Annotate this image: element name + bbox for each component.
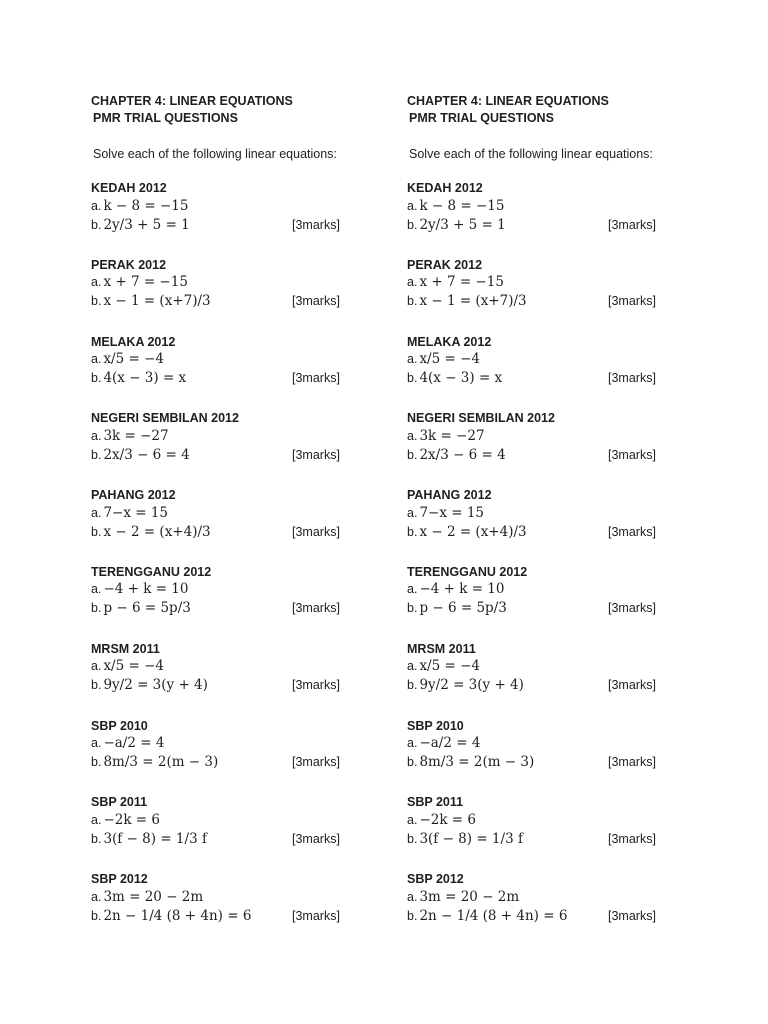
marks-label: [3marks] (608, 908, 656, 923)
question-a-label: a. (91, 505, 102, 520)
question-a-label: a. (91, 659, 102, 674)
question-a (407, 887, 677, 906)
instruction-text: Solve each of the following linear equations: (409, 147, 653, 161)
marks-label: [3marks] (608, 678, 656, 693)
question-b (91, 829, 361, 848)
question-b-label: b. (91, 755, 102, 770)
section-heading: KEDAH 2012 (407, 181, 483, 195)
question-section (91, 871, 361, 948)
question-section (91, 718, 361, 795)
question-section (407, 257, 677, 334)
marks-label: [3marks] (292, 294, 340, 309)
equation-b: 3(f − 8) = 1/3 f (103, 830, 207, 847)
section-heading: SBP 2010 (407, 718, 464, 733)
question-section (91, 564, 361, 641)
question-section (91, 487, 361, 564)
equation-a: −a/2 = 4 (419, 735, 481, 752)
question-b-label: b. (407, 755, 418, 770)
section-heading: MELAKA 2012 (91, 334, 176, 349)
question-b-label: b. (407, 831, 418, 846)
question-a (407, 810, 677, 829)
equation-b: 2y/3 + 5 = 1 (103, 216, 190, 233)
marks-label: [3marks] (292, 678, 340, 693)
marks-label: [3marks] (608, 447, 656, 462)
chapter-title: CHAPTER 4: LINEAR EQUATIONS (407, 94, 609, 108)
question-a (91, 887, 361, 906)
question-b (407, 599, 677, 618)
question-b (407, 445, 677, 464)
instruction-text: Solve each of the following linear equations: (93, 147, 337, 161)
marks-label: [3marks] (608, 524, 656, 539)
question-b-label: b. (91, 371, 102, 386)
marks-label: [3marks] (292, 908, 340, 923)
question-section (407, 410, 677, 487)
right-column (407, 93, 677, 948)
question-section (91, 334, 361, 411)
question-b (91, 522, 361, 541)
question-a-label: a. (407, 812, 418, 827)
section-heading: MRSM 2011 (91, 641, 160, 656)
question-a-label: a. (91, 736, 102, 751)
question-a-label: a. (407, 659, 418, 674)
question-b (91, 445, 361, 464)
question-b (407, 522, 677, 541)
question-b-label: b. (91, 217, 102, 232)
question-b-label: b. (407, 217, 418, 232)
question-a-label: a. (91, 428, 102, 443)
question-a (407, 734, 677, 753)
question-b (407, 292, 677, 311)
question-section (91, 180, 361, 257)
question-b-label: b. (407, 601, 418, 616)
question-b (91, 676, 361, 695)
section-heading: MELAKA 2012 (407, 334, 492, 349)
question-b-label: b. (407, 294, 418, 309)
question-b-label: b. (91, 831, 102, 846)
equation-b: x − 2 = (x+4)/3 (103, 523, 211, 540)
question-b-label: b. (91, 678, 102, 693)
equation-a: 3m = 20 − 2m (419, 888, 520, 905)
question-a-label: a. (407, 275, 418, 290)
question-a-label: a. (91, 812, 102, 827)
equation-b: 2n − 1/4 (8 + 4n) = 6 (103, 907, 252, 924)
equation-a: −4 + k = 10 (103, 581, 189, 598)
equation-b: 9y/2 = 3(y + 4) (419, 677, 524, 694)
equation-b: x − 2 = (x+4)/3 (419, 523, 527, 540)
question-b (407, 906, 677, 925)
equation-a: 3k = −27 (419, 427, 485, 444)
question-a (91, 580, 361, 599)
section-heading: PAHANG 2012 (407, 488, 492, 503)
question-a (407, 426, 677, 445)
chapter-subtitle: PMR TRIAL QUESTIONS (409, 111, 554, 125)
section-heading: SBP 2011 (407, 795, 464, 810)
question-a (407, 657, 677, 676)
equation-b: x − 1 = (x+7)/3 (419, 293, 527, 310)
question-b-label: b. (91, 447, 102, 462)
equation-a: 3k = −27 (103, 427, 169, 444)
marks-label: [3marks] (292, 831, 340, 846)
question-b-label: b. (91, 908, 102, 923)
question-a (91, 350, 361, 369)
section-heading: SBP 2012 (407, 872, 464, 887)
question-section (407, 487, 677, 564)
section-heading: PERAK 2012 (91, 257, 167, 272)
section-heading: SBP 2010 (91, 718, 148, 733)
question-b (407, 829, 677, 848)
equation-b: 2y/3 + 5 = 1 (419, 216, 506, 233)
marks-label: [3marks] (608, 294, 656, 309)
marks-label: [3marks] (292, 755, 340, 770)
question-section (91, 410, 361, 487)
question-a (407, 503, 677, 522)
equation-a: x/5 = −4 (103, 658, 164, 675)
question-a-label: a. (91, 889, 102, 904)
section-heading: TERENGGANU 2012 (407, 564, 528, 579)
question-a-label: a. (407, 352, 418, 367)
question-b (407, 676, 677, 695)
section-heading: KEDAH 2012 (91, 181, 167, 195)
question-b (91, 292, 361, 311)
question-a (407, 350, 677, 369)
section-heading: PERAK 2012 (407, 257, 483, 272)
section-heading: NEGERI SEMBILAN 2012 (91, 411, 239, 426)
question-a (91, 426, 361, 445)
question-b (91, 906, 361, 925)
question-a (91, 196, 361, 215)
equation-a: x + 7 = −15 (419, 274, 504, 291)
question-section (407, 871, 677, 948)
equation-a: −a/2 = 4 (103, 735, 165, 752)
question-a-label: a. (91, 582, 102, 597)
question-section (91, 794, 361, 871)
question-b (407, 369, 677, 388)
question-section (91, 257, 361, 334)
equation-a: k − 8 = −15 (103, 197, 189, 214)
question-a (407, 273, 677, 292)
question-a-label: a. (407, 428, 418, 443)
section-heading: TERENGGANU 2012 (91, 564, 212, 579)
equation-b: 4(x − 3) = x (103, 370, 187, 387)
equation-b: x − 1 = (x+7)/3 (103, 293, 211, 310)
equation-b: 8m/3 = 2(m − 3) (103, 754, 219, 771)
question-b (407, 753, 677, 772)
equation-a: 7−x = 15 (103, 504, 169, 521)
question-section (407, 718, 677, 795)
question-a (91, 657, 361, 676)
question-b-label: b. (407, 371, 418, 386)
question-b (91, 753, 361, 772)
equation-b: p − 6 = 5p/3 (419, 600, 507, 617)
question-b (91, 599, 361, 618)
equation-b: 2n − 1/4 (8 + 4n) = 6 (419, 907, 568, 924)
marks-label: [3marks] (608, 601, 656, 616)
marks-label: [3marks] (292, 217, 340, 232)
question-section (91, 641, 361, 718)
question-list (91, 180, 361, 948)
marks-label: [3marks] (292, 524, 340, 539)
question-b-label: b. (407, 908, 418, 923)
equation-a: x/5 = −4 (103, 351, 164, 368)
question-b (91, 215, 361, 234)
equation-b: p − 6 = 5p/3 (103, 600, 191, 617)
question-b (91, 369, 361, 388)
equation-a: x + 7 = −15 (103, 274, 188, 291)
section-heading: SBP 2011 (91, 795, 148, 810)
equation-a: −4 + k = 10 (419, 581, 505, 598)
equation-a: 7−x = 15 (419, 504, 485, 521)
question-a (91, 810, 361, 829)
question-a-label: a. (91, 275, 102, 290)
section-heading: SBP 2012 (91, 872, 148, 887)
question-section (407, 334, 677, 411)
question-section (407, 564, 677, 641)
question-a-label: a. (91, 352, 102, 367)
marks-label: [3marks] (292, 371, 340, 386)
question-section (407, 794, 677, 871)
section-heading: MRSM 2011 (407, 641, 476, 656)
question-b-label: b. (407, 524, 418, 539)
marks-label: [3marks] (292, 601, 340, 616)
question-a (91, 734, 361, 753)
question-a (91, 273, 361, 292)
question-a (91, 503, 361, 522)
equation-a: x/5 = −4 (419, 658, 480, 675)
question-a-label: a. (407, 736, 418, 751)
question-a (407, 580, 677, 599)
question-b (407, 215, 677, 234)
question-a-label: a. (407, 889, 418, 904)
marks-label: [3marks] (608, 755, 656, 770)
equation-b: 2x/3 − 6 = 4 (419, 446, 506, 463)
equation-a: k − 8 = −15 (419, 197, 505, 214)
equation-b: 3(f − 8) = 1/3 f (419, 830, 523, 847)
equation-a: −2k = 6 (419, 811, 477, 828)
left-column (91, 93, 361, 948)
question-b-label: b. (91, 294, 102, 309)
question-section (407, 180, 677, 257)
chapter-title: CHAPTER 4: LINEAR EQUATIONS (91, 94, 293, 108)
equation-a: x/5 = −4 (419, 351, 480, 368)
question-section (407, 641, 677, 718)
question-a (407, 196, 677, 215)
equation-b: 9y/2 = 3(y + 4) (103, 677, 208, 694)
question-a-label: a. (91, 198, 102, 213)
question-b-label: b. (91, 601, 102, 616)
marks-label: [3marks] (608, 831, 656, 846)
question-b-label: b. (407, 678, 418, 693)
section-heading: NEGERI SEMBILAN 2012 (407, 411, 555, 426)
question-b-label: b. (91, 524, 102, 539)
equation-a: 3m = 20 − 2m (103, 888, 204, 905)
marks-label: [3marks] (292, 447, 340, 462)
question-a-label: a. (407, 198, 418, 213)
question-a-label: a. (407, 582, 418, 597)
equation-b: 4(x − 3) = x (419, 370, 503, 387)
equation-b: 8m/3 = 2(m − 3) (419, 754, 535, 771)
equation-a: −2k = 6 (103, 811, 161, 828)
section-heading: PAHANG 2012 (91, 488, 176, 503)
question-list (407, 180, 677, 948)
chapter-subtitle: PMR TRIAL QUESTIONS (93, 111, 238, 125)
question-a-label: a. (407, 505, 418, 520)
marks-label: [3marks] (608, 371, 656, 386)
question-b-label: b. (407, 447, 418, 462)
equation-b: 2x/3 − 6 = 4 (103, 446, 190, 463)
marks-label: [3marks] (608, 217, 656, 232)
